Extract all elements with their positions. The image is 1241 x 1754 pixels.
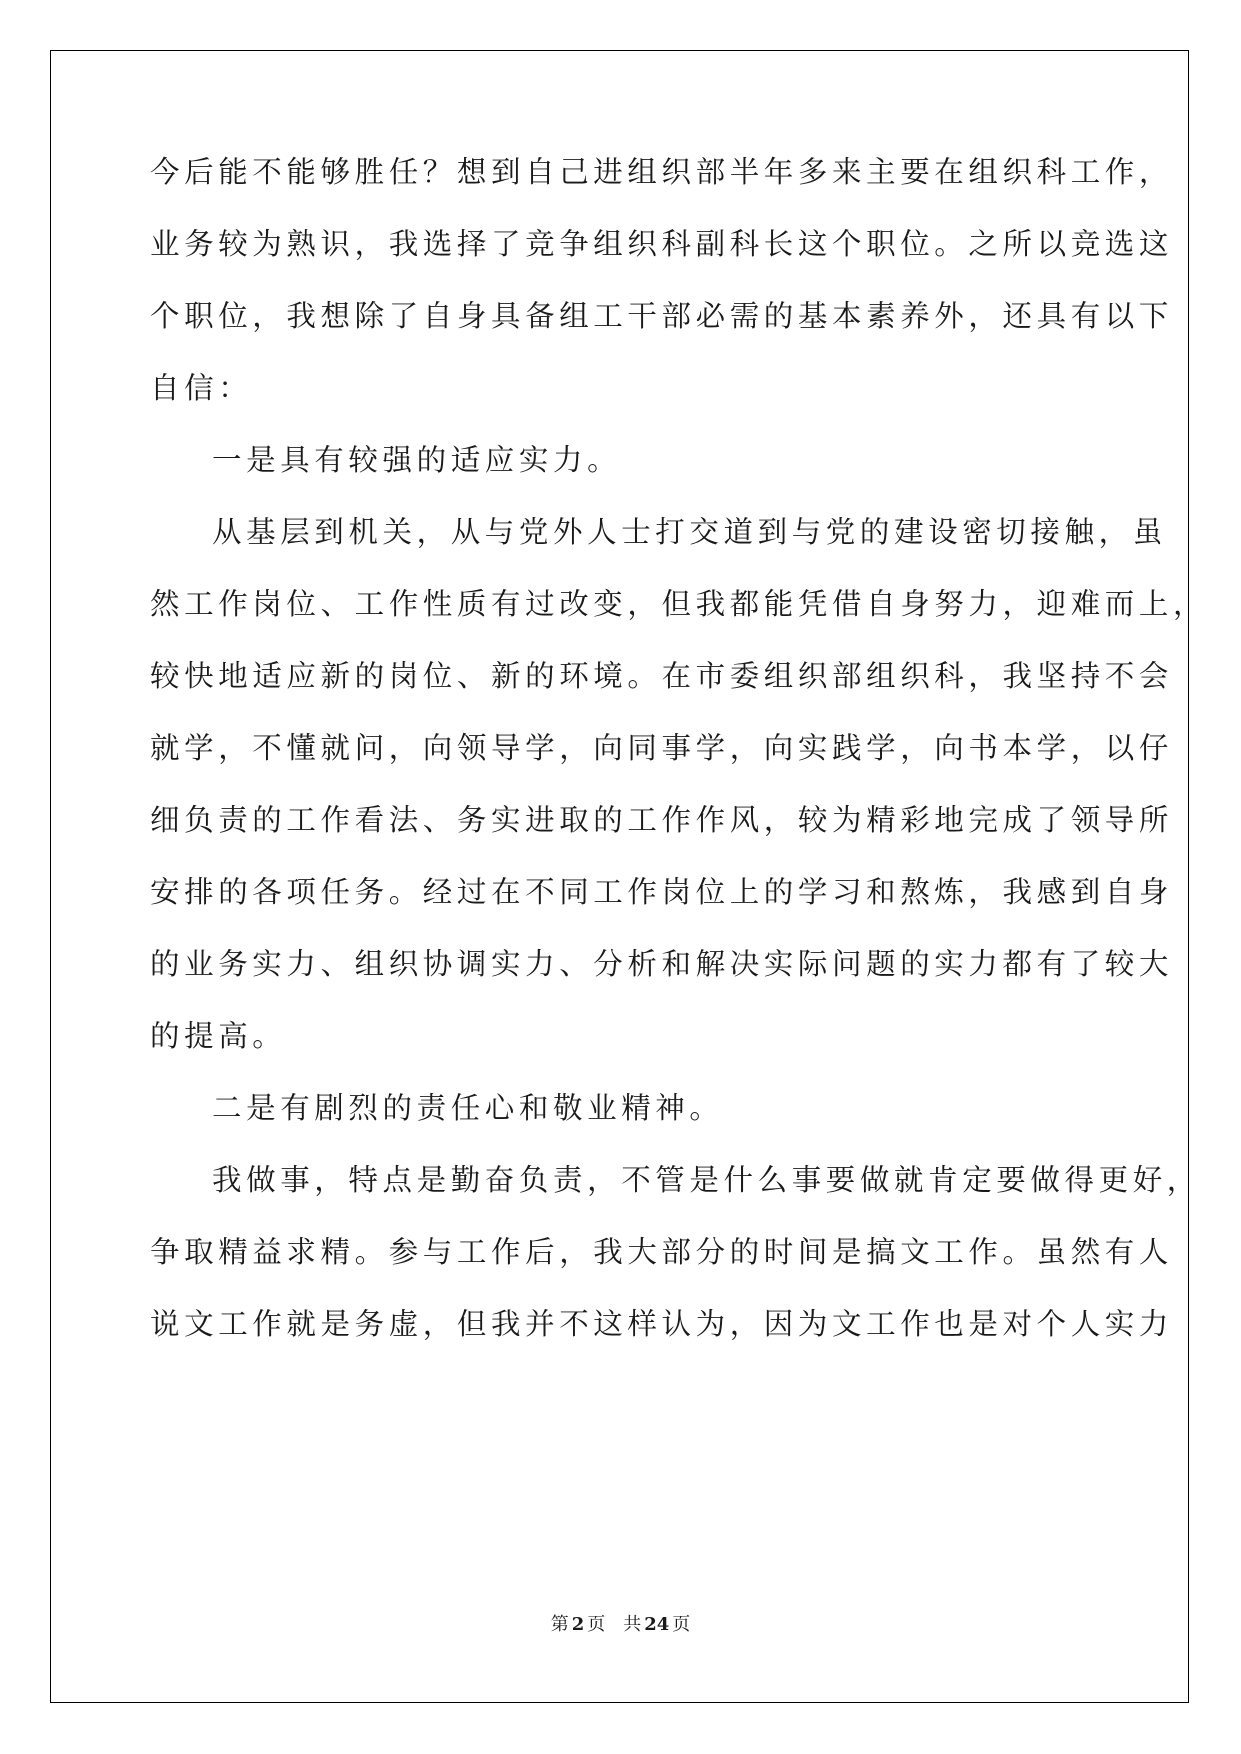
body-line: 个职位，我想除了自身具备组工干部必需的基本素养外，还具有以下 xyxy=(150,299,1174,333)
body-line: 从基层到机关，从与党外人士打交道到与党的建设密切接触，虽 xyxy=(212,515,1167,549)
body-line: 我做事，特点是勤奋负责，不管是什么事要做就肯定要做得更好， xyxy=(212,1163,1201,1197)
page-prefix: 第 xyxy=(550,1614,569,1635)
section-heading: 一是具有较强的适应实力。 xyxy=(212,443,622,477)
body-line: 细负责的工作看法、务实进取的工作作风，较为精彩地完成了领导所 xyxy=(150,803,1174,837)
body-line: 安排的各项任务。经过在不同工作岗位上的学习和熬炼，我感到自身 xyxy=(150,875,1174,909)
body-line: 说文工作就是务虚，但我并不这样认为，因为文工作也是对个人实力 xyxy=(150,1307,1174,1341)
total-prefix: 共 xyxy=(623,1614,642,1635)
page-total: 24 xyxy=(644,1614,670,1635)
body-line: 争取精益求精。参与工作后，我大部分的时间是搞文工作。虽然有人 xyxy=(150,1235,1174,1269)
total-suffix: 页 xyxy=(672,1614,691,1635)
body-line: 今后能不能够胜任？想到自己进组织部半年多来主要在组织科工作， xyxy=(150,155,1174,189)
body-line: 然工作岗位、工作性质有过改变，但我都能凭借自身努力，迎难而上， xyxy=(150,587,1208,621)
body-line: 较快地适应新的岗位、新的环境。在市委组织部组织科，我坚持不会 xyxy=(150,659,1174,693)
page-suffix: 页 xyxy=(587,1614,606,1635)
body-line: 的提高。 xyxy=(150,1019,287,1053)
section-heading: 二是有剧烈的责任心和敬业精神。 xyxy=(212,1091,724,1125)
body-line: 的业务实力、组织协调实力、分析和解决实际问题的实力都有了较大 xyxy=(150,947,1174,981)
body-line: 业务较为熟识，我选择了竞争组织科副科长这个职位。之所以竞选这 xyxy=(150,227,1174,261)
body-line: 自信： xyxy=(150,371,253,405)
page-footer xyxy=(0,1610,1241,1636)
body-line: 就学，不懂就问，向领导学，向同事学，向实践学，向书本学，以仔 xyxy=(150,731,1174,765)
page-current: 2 xyxy=(571,1614,585,1635)
